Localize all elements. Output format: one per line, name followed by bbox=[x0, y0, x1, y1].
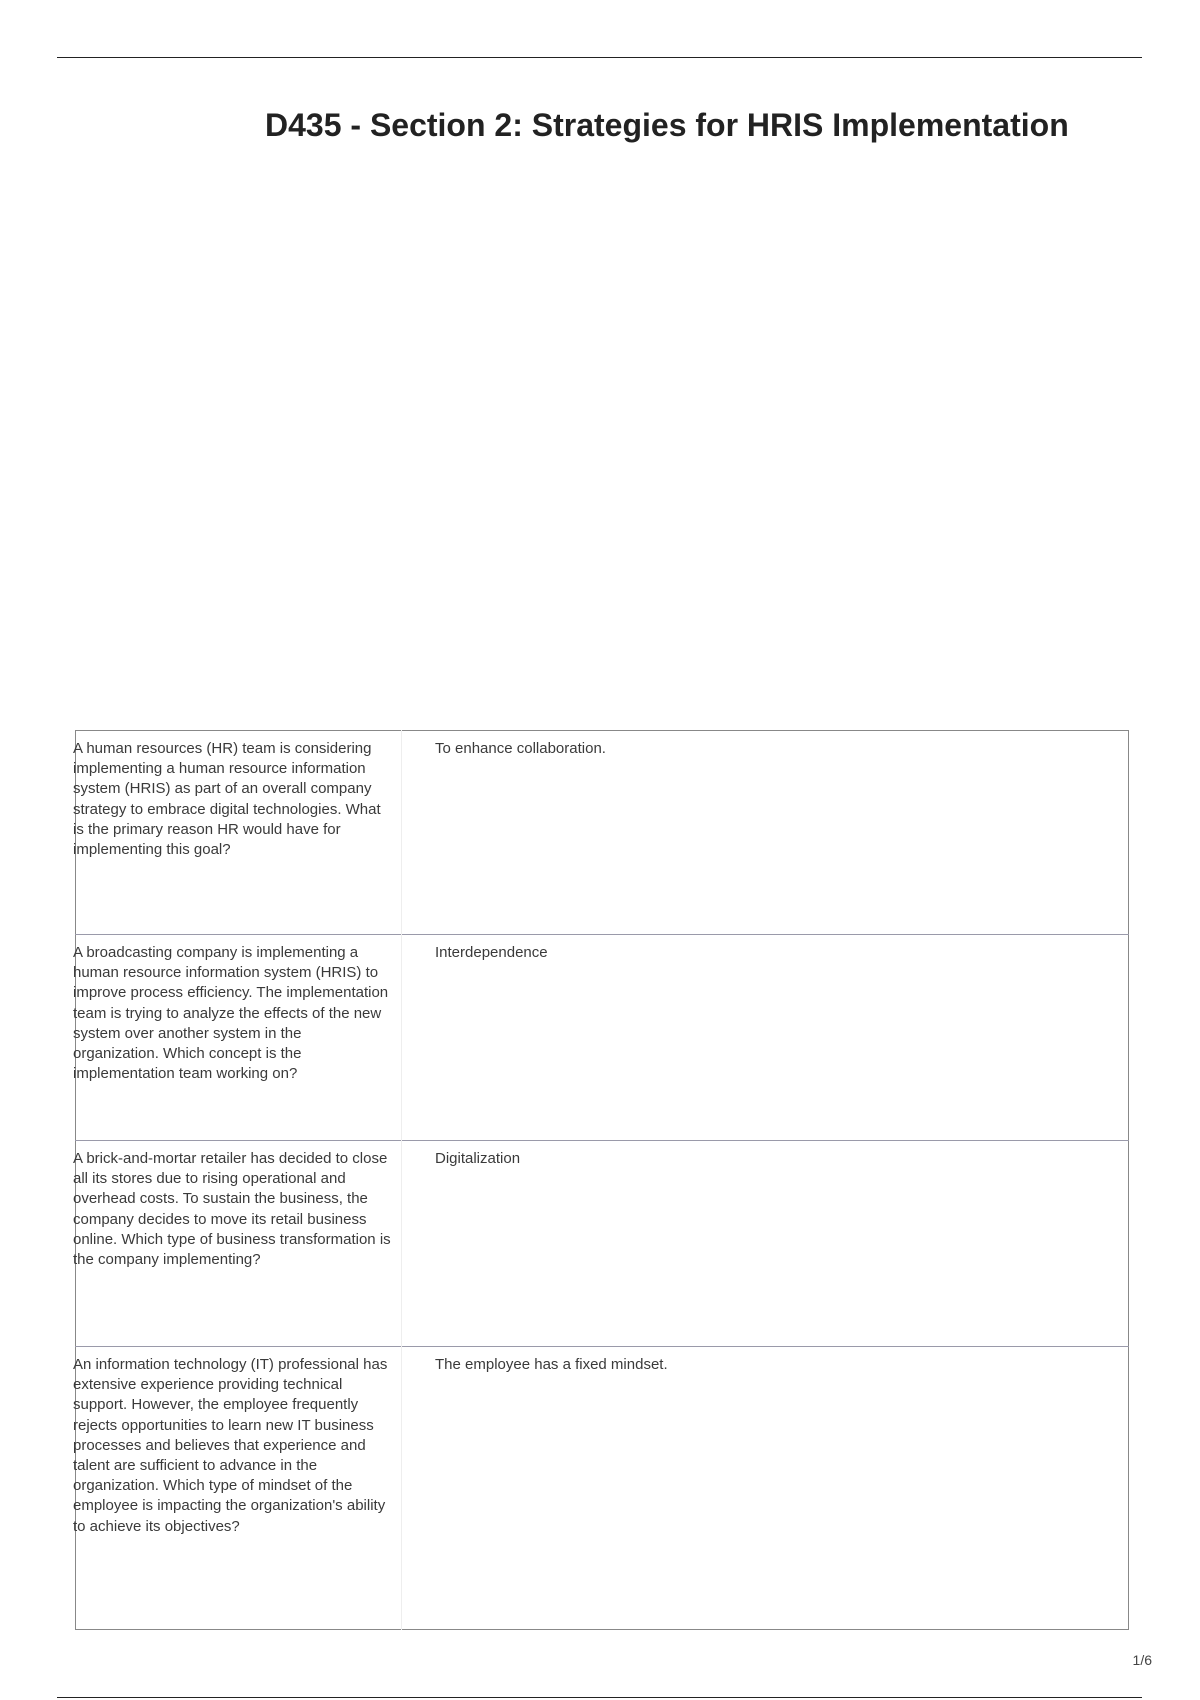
question-text: A human resources (HR) team is considering implementing a human resource information system (HRIS) as part of an overall company strategy to embrace digital technologies. What is the primary reason HR would have for implementing this goal? bbox=[73, 740, 381, 859]
question-cell bbox=[73, 731, 402, 935]
flashcard-row bbox=[76, 1141, 1129, 1347]
answer-cell bbox=[402, 935, 1129, 1141]
question-text: A broadcasting company is implementing a human resource information system (HRIS) to improve process efficiency. The implementation team is trying to analyze the effects of the new system over another system in the organization. Which concept is the implementation team working on? bbox=[73, 944, 389, 1083]
answer-cell bbox=[402, 731, 1129, 935]
flashcard-row bbox=[76, 1347, 1129, 1630]
top-divider bbox=[57, 57, 1142, 58]
question-cell bbox=[73, 1141, 402, 1347]
question-cell bbox=[73, 935, 402, 1141]
answer-text: Interdependence bbox=[435, 944, 548, 961]
flashcard-table bbox=[75, 730, 1129, 1630]
answer-cell bbox=[402, 1141, 1129, 1347]
answer-text: To enhance collaboration. bbox=[435, 740, 606, 757]
flashcard-row bbox=[76, 935, 1129, 1141]
answer-cell bbox=[402, 1347, 1129, 1630]
answer-text: Digitalization bbox=[435, 1150, 521, 1167]
answer-text: The employee has a fixed mindset. bbox=[435, 1356, 668, 1373]
question-text: An information technology (IT) professional has extensive experience providing technical support. However, the employee frequently rejects opportunities to learn new IT business processes and believes that experience and talent are sufficient to advance in the organization. Which type of mindset of the employee is impacting the organization's ability to achieve its objectives? bbox=[73, 1356, 388, 1535]
page-number: 1/6 bbox=[1132, 1652, 1152, 1668]
flashcard-row bbox=[76, 731, 1129, 935]
document-title: D435 - Section 2: Strategies for HRIS Implementation bbox=[265, 107, 1069, 143]
bottom-divider bbox=[57, 1697, 1142, 1698]
question-cell bbox=[73, 1347, 402, 1630]
question-text: A brick-and-mortar retailer has decided to close all its stores due to rising operational and overhead costs. To sustain the business, the company decides to move its retail business online. Which type of business transformation is the company implementing? bbox=[73, 1150, 391, 1269]
